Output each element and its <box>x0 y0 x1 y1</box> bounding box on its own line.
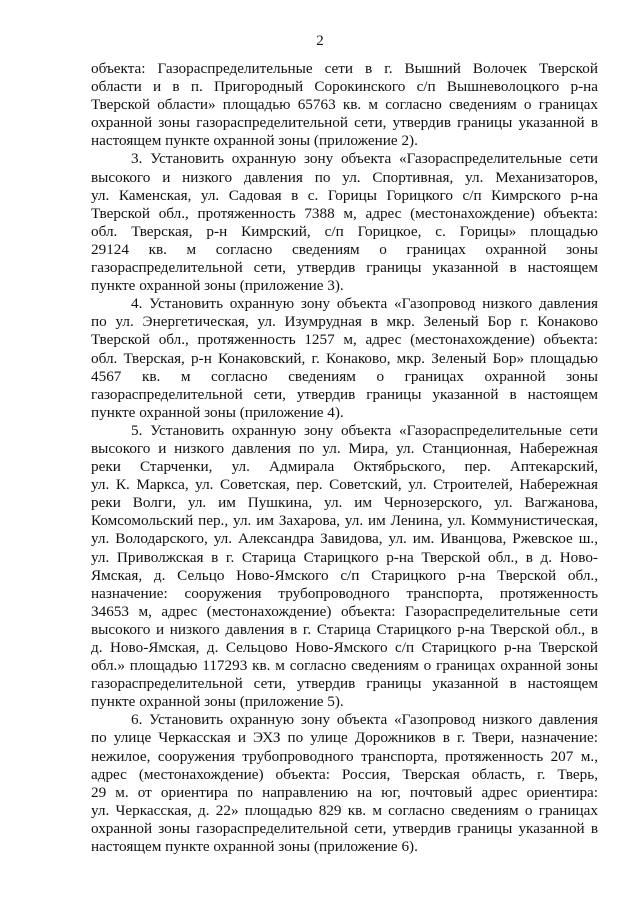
paragraph-p5 <box>91 422 598 712</box>
text-line: области и в п. Пригородный Сорокинского с/п Вышневолоцкого р-на <box>91 78 598 96</box>
text-line: 34653 м, адрес (местонахождение) объекта: Газораспределительные сети <box>91 602 598 620</box>
text-line: назначение: сооружения трубопроводного транспорта, протяженность <box>91 584 598 602</box>
text-line: Тверской обл., протяженность 1257 м, адрес (местонахождение) объекта: <box>91 331 598 349</box>
text-line: Тверской обл., протяженность 7388 м, адрес (местонахождение) объекта: <box>91 204 598 222</box>
text-line: реки Старченки, ул. Адмирала Октябрьского, пер. Аптекарский, <box>91 458 598 476</box>
text-line: высокого и низкого давления по ул. Мира, ул. Станционная, Набережная <box>91 439 598 457</box>
text-line: по ул. Энергетическая, ул. Изумрудная в мкр. Зеленый Бор г. Конаково <box>91 313 598 331</box>
text-line: ул. Каменская, ул. Садовая в с. Горицы Горицкого с/п Кимрского р-на <box>91 186 598 204</box>
text-line: ул. К. Маркса, ул. Советская, пер. Советский, ул. Строителей, Набережная <box>91 476 598 494</box>
text-line: газораспределительной сети, утвердив границы указанной в настоящем <box>91 385 598 403</box>
text-line: обл.» площадью 117293 кв. м согласно сведениям о границах охранной зоны <box>91 657 598 675</box>
text-line: реки Волги, ул. им Пушкина, ул. им Чернозерского, ул. Вагжанова, <box>91 494 598 512</box>
paragraph-p1 <box>91 60 598 150</box>
text-line: газораспределительной сети, утвердив границы указанной в настоящем <box>91 259 598 277</box>
text-line: охранной зоны газораспределительной сети, утвердив границы указанной в <box>91 114 598 132</box>
text-line: пункте охранной зоны (приложение 4). <box>91 403 344 421</box>
text-line: 29 м. от ориентира по направлению на юг, почтовый адрес ориентира: <box>91 783 598 801</box>
text-line: Комсомольский пер., ул. им Захарова, ул. им Ленина, ул. Коммунистическая, <box>91 512 598 530</box>
text-line: настоящем пункте охранной зоны (приложение 6). <box>91 838 418 856</box>
text-line: Тверской области» площадью 65763 кв. м согласно сведениям о границах <box>91 96 598 114</box>
text-line: 5. Установить охранную зону объекта «Газораспределительные сети <box>131 421 598 439</box>
text-line: 3. Установить охранную зону объекта «Газораспределительные сети <box>131 150 598 168</box>
text-line: Ямская, д. Сельцо Ново-Ямского с/п Старицкого р-на Тверской обл., <box>91 566 598 584</box>
text-line: адрес (местонахождение) объекта: Россия, Тверская область, г. Тверь, <box>91 765 598 783</box>
paragraph-p6 <box>91 711 598 856</box>
text-line: объекта: Газораспределительные сети в г. Вышний Волочек Тверской <box>91 60 598 77</box>
text-line: 4567 кв. м согласно сведениям о границах охранной зоны <box>91 367 598 385</box>
text-line: обл. Тверская, р-н Конаковский, г. Конаково, мкр. Зеленый Бор» площадью <box>91 349 598 367</box>
text-line: 4. Установить охранную зону объекта «Газопровод низкого давления <box>131 295 598 313</box>
text-line: газораспределительной сети, утвердив границы указанной в настоящем <box>91 675 598 693</box>
text-line: нежилое, сооружения трубопроводного транспорта, протяженность 207 м., <box>91 747 598 765</box>
text-line: пункте охранной зоны (приложение 3). <box>91 277 344 295</box>
text-line: ул. Черкасская, д. 22» площадью 829 кв. м согласно сведениям о границах <box>91 801 598 819</box>
text-line: пункте охранной зоны (приложение 5). <box>91 693 344 711</box>
text-line: настоящем пункте охранной зоны (приложение 2). <box>91 132 418 150</box>
paragraph-p4 <box>91 295 598 422</box>
text-line: 29124 кв. м согласно сведениям о границах охранной зоны <box>91 240 598 258</box>
text-line: д. Ново-Ямская, д. Сельцово Ново-Ямского с/п Старицкого р-на Тверской <box>91 639 598 656</box>
page-number: 2 <box>316 33 324 49</box>
document-body <box>91 60 598 856</box>
text-line: ул. Володарского, ул. Александра Завидова, ул. им. Иванцова, Ржевское ш., <box>91 530 598 548</box>
text-line: высокого и низкого давления в г. Старица Старицкого р-на Тверской обл., в <box>91 620 598 638</box>
text-line: охранной зоны газораспределительной сети, утвердив границы указанной в <box>91 819 598 837</box>
text-line: 6. Установить охранную зону объекта «Газопровод низкого давления <box>131 711 598 729</box>
text-line: ул. Приволжская в г. Старица Старицкого р-на Тверской обл., в д. Ново- <box>91 548 598 566</box>
text-line: по улице Черкасская и ЭХЗ по улице Дорожников в г. Твери, назначение: <box>91 729 598 747</box>
paragraph-p3 <box>91 150 598 295</box>
text-line: обл. Тверская, р-н Кимрский, с/п Горицкое, с. Горицы» площадью <box>91 222 598 240</box>
text-line: высокого и низкого давления по ул. Спортивная, ул. Механизаторов, <box>91 168 598 186</box>
